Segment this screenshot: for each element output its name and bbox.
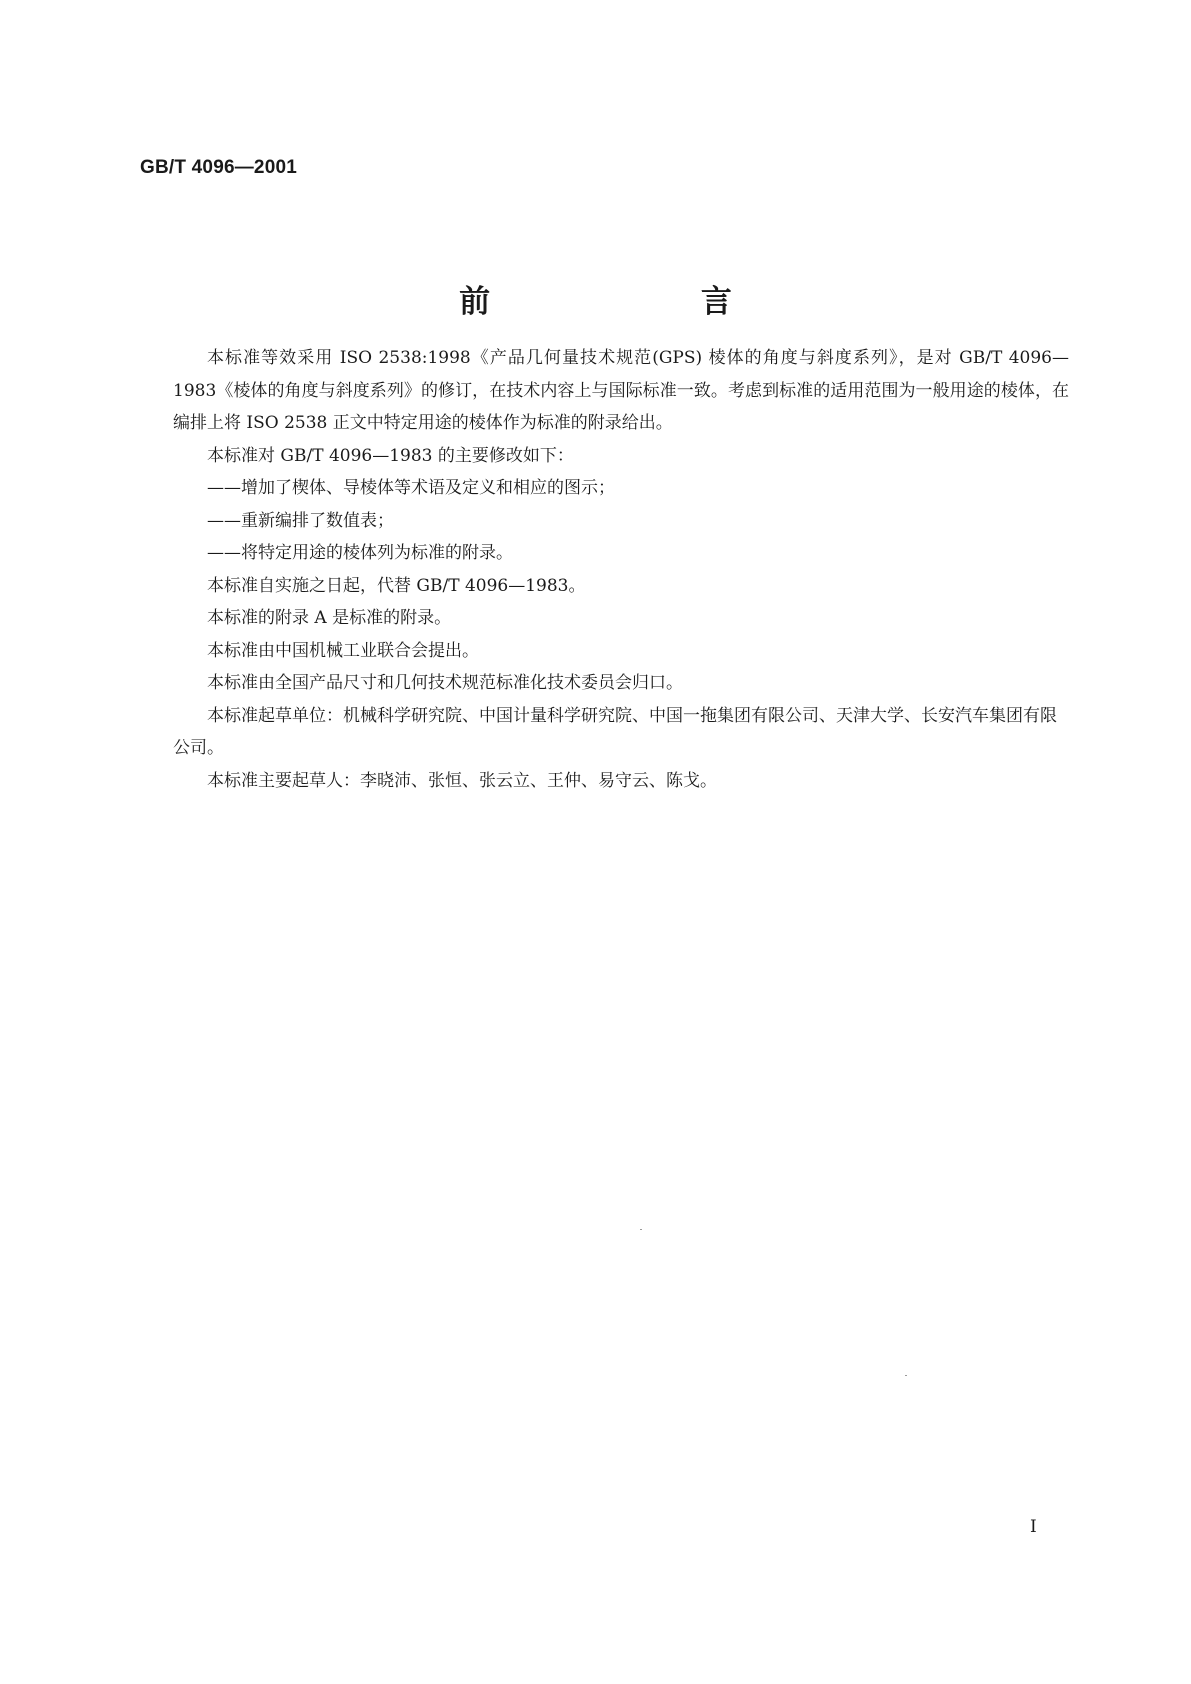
statement-committee: 本标准由全国产品尺寸和几何技术规范标准化技术委员会归口。	[207, 673, 683, 693]
page-number: I	[1030, 1517, 1037, 1537]
foreword-body	[173, 342, 1069, 797]
scan-speck	[905, 1375, 907, 1376]
paragraph-adoption: 本标准等效采用 ISO 2538:1998《产品几何量技术规范(GPS) 棱体的角度与斜度系列》，是对 GB/T 4096—1983《棱体的角度与斜度系列》的修订，在技术内容上与国际标准一致。考虑到标准的适用范围为一般用途的棱体，在编排上将 ISO 2538 正文中特定用途的棱体作为标准的附录给出。	[173, 348, 1069, 433]
statement-drafting-units: 本标准起草单位：机械科学研究院、中国计量科学研究院、中国一拖集团有限公司、天津大学、长安汽车集团有限公司。	[173, 705, 1057, 758]
scan-speck	[640, 1229, 642, 1230]
statement-replaces: 本标准自实施之日起，代替 GB/T 4096—1983。	[207, 575, 586, 596]
revision-item: ——增加了楔体、导棱体等术语及定义和相应的图示；	[207, 478, 615, 498]
standard-code: GB/T 4096—2001	[140, 157, 297, 178]
revision-item: ——将特定用途的棱体列为标准的附录。	[207, 543, 513, 563]
statement-drafters: 本标准主要起草人：李晓沛、张恒、张云立、王仲、易守云、陈戈。	[207, 770, 717, 791]
revision-item: ——重新编排了数值表；	[207, 510, 394, 531]
page-title: 前 言	[459, 284, 832, 320]
statement-annex: 本标准的附录 A 是标准的附录。	[207, 608, 452, 628]
paragraph-main-changes: 本标准对 GB/T 4096—1983 的主要修改如下：	[207, 445, 574, 466]
statement-proposer: 本标准由中国机械工业联合会提出。	[207, 640, 479, 661]
